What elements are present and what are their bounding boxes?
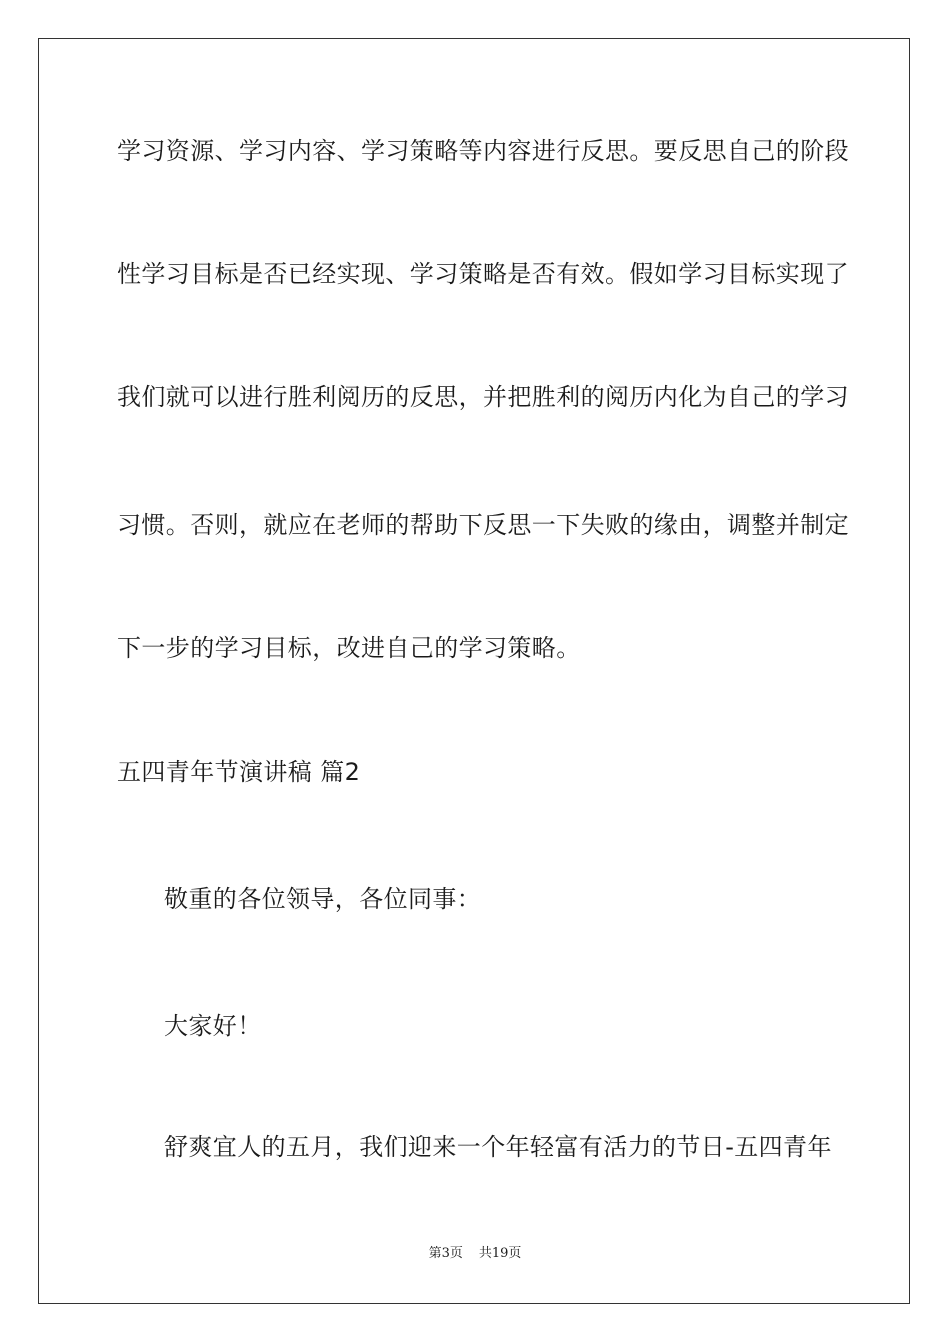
paragraph-salutation: 敬重的各位领导，各位同事： xyxy=(164,885,482,913)
page-total: 共19页 xyxy=(478,1246,522,1261)
page-border xyxy=(38,38,910,1304)
body-text-line: 习惯。否则，就应在老师的帮助下反思一下失败的缘由，调整并制定 xyxy=(117,511,849,539)
page-number: 第3页 xyxy=(428,1246,463,1261)
body-text-line: 我们就可以进行胜利阅历的反思，并把胜利的阅历内化为自己的学习 xyxy=(117,383,849,411)
section-heading: 五四青年节演讲稿 篇2 xyxy=(117,758,361,786)
page-footer xyxy=(0,1245,950,1263)
body-text-line: 学习资源、学习内容、学习策略等内容进行反思。要反思自己的阶段 xyxy=(117,137,849,165)
body-text-line: 下一步的学习目标，改进自己的学习策略。 xyxy=(117,634,581,662)
paragraph-body: 舒爽宜人的五月，我们迎来一个年轻富有活力的节日-五四青年 xyxy=(164,1133,832,1161)
body-text-line: 性学习目标是否已经实现、学习策略是否有效。假如学习目标实现了 xyxy=(117,260,849,288)
paragraph-greeting: 大家好！ xyxy=(164,1012,262,1040)
